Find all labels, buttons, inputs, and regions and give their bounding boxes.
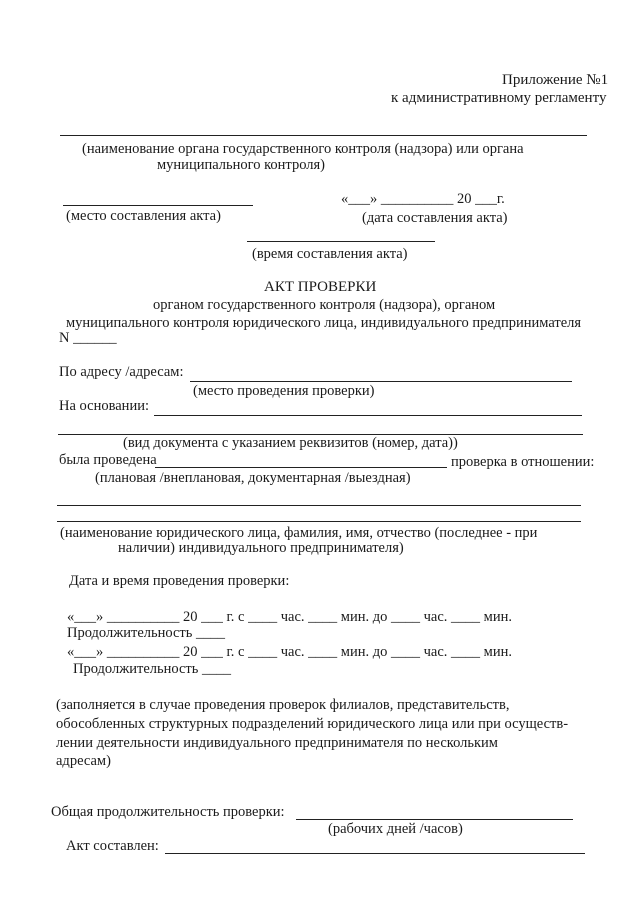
regulation-reference: к административному регламенту — [391, 90, 607, 106]
inspection-type-field[interactable] — [155, 467, 447, 468]
duration-2: Продолжительность ____ — [73, 661, 232, 677]
basis-label: На основании: — [59, 398, 149, 414]
note-line-2: обособленных структурных подразделений юридического лица или при осуществ- — [56, 716, 569, 732]
authority-caption-line2: муниципального контроля) — [157, 157, 325, 173]
time-caption: (время составления акта) — [252, 246, 408, 262]
basis-field[interactable] — [154, 415, 582, 416]
date-caption: (дата составления акта) — [362, 210, 508, 226]
place-caption: (место составления акта) — [66, 208, 221, 224]
entity-name-field[interactable] — [57, 505, 581, 506]
note-line-3: лении деятельности индивидуального предпринимателя по нескольким — [56, 735, 498, 751]
total-duration-label: Общая продолжительность проверки: — [51, 804, 285, 820]
date-template: «___» __________ 20 ___г. — [341, 191, 505, 207]
time-field[interactable] — [247, 241, 435, 242]
compiled-field[interactable] — [165, 853, 585, 854]
act-number: N ______ — [59, 330, 117, 346]
act-subtitle-line1: органом государственного контроля (надзора), органом — [153, 297, 496, 313]
total-duration-caption: (рабочих дней /часов) — [328, 821, 463, 837]
authority-name-field[interactable] — [60, 135, 587, 136]
conducted-suffix: проверка в отношении: — [451, 454, 595, 470]
datetime-row-2: «___» __________ 20 ___ г. с ____ час. ____ мин. до ____ час. ____ мин. — [67, 644, 512, 660]
total-duration-field[interactable] — [296, 819, 573, 820]
compiled-label: Акт составлен: — [66, 838, 159, 854]
authority-caption-line1: (наименование органа государственного контроля (надзора) или органа — [82, 141, 524, 157]
address-label: По адресу /адресам: — [59, 364, 184, 380]
address-caption: (место проведения проверки) — [193, 383, 375, 399]
act-heading: АКТ ПРОВЕРКИ — [264, 279, 377, 295]
entity-caption-line1: (наименование юридического лица, фамилия, имя, отчество (последнее - при — [60, 525, 538, 541]
conducted-label: была проведена — [59, 452, 157, 468]
appendix-title: Приложение №1 — [502, 72, 609, 88]
duration-1: Продолжительность ____ — [67, 625, 226, 641]
act-subtitle-line2: муниципального контроля юридического лица, индивидуального предпринимателя — [66, 315, 582, 331]
datetime-heading: Дата и время проведения проверки: — [69, 573, 290, 589]
entity-caption-line2: наличии) индивидуального предпринимателя) — [118, 540, 404, 556]
datetime-row-1: «___» __________ 20 ___ г. с ____ час. ____ мин. до ____ час. ____ мин. — [67, 609, 512, 625]
basis-caption: (вид документа с указанием реквизитов (номер, дата)) — [123, 435, 458, 451]
note-line-4: адресам) — [56, 753, 111, 769]
note-line-1: (заполняется в случае проведения проверок филиалов, представительств, — [56, 697, 510, 713]
inspection-type-caption: (плановая /внеплановая, документарная /выездная) — [95, 470, 411, 486]
entity-name-field-continuation[interactable] — [57, 521, 581, 522]
address-field[interactable] — [190, 381, 572, 382]
place-field[interactable] — [63, 205, 253, 206]
